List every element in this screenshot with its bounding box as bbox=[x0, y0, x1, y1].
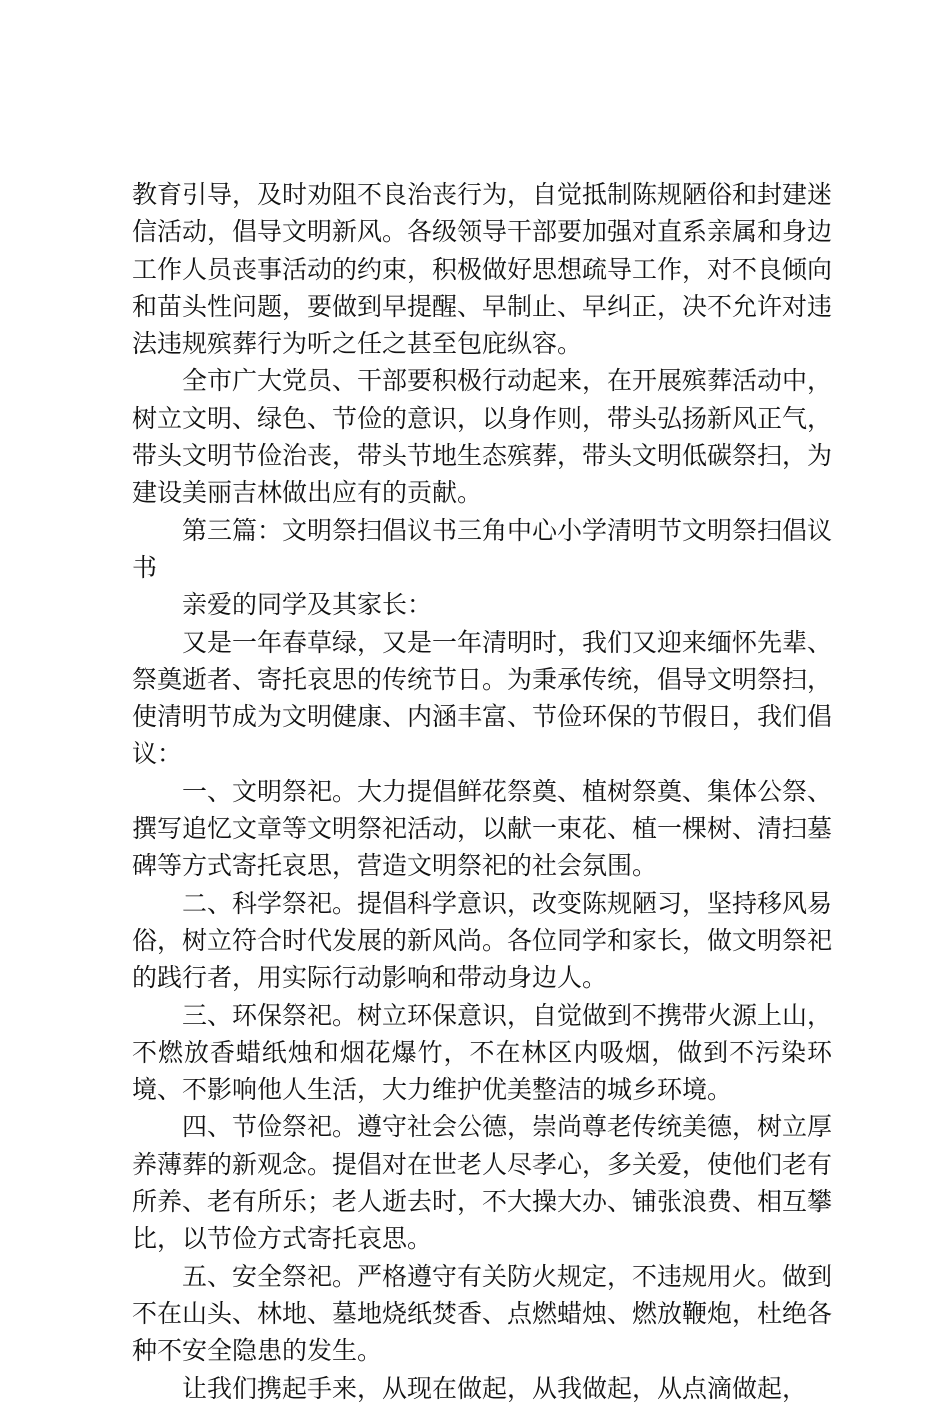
proposal-item-2: 二、科学祭祀。提倡科学意识，改变陈规陋习，坚持移风易俗，树立符合时代发展的新风尚。各位同学和家长，做文明祭祀的践行者，用实际行动影响和带动身边人。 bbox=[132, 888, 833, 993]
document-body bbox=[132, 176, 832, 1407]
paragraph-closing: 让我们携起手来，从现在做起，从我做起，从点滴做起， bbox=[182, 1373, 808, 1403]
paragraph-party-members: 全市广大党员、干部要积极行动起来，在开展殡葬活动中，树立文明、绿色、节俭的意识，以身作则，带头弘扬新风正气，带头文明节俭治丧，带头节地生态殡葬，带头文明低碳祭扫，为建设美丽吉林做出应有的贡献。 bbox=[132, 366, 833, 508]
paragraph-continuation: 教育引导，及时劝阻不良治丧行为，自觉抵制陈规陋俗和封建迷信活动，倡导文明新风。各级领导干部要加强对直系亲属和身边工作人员丧事活动的约束，积极做好思想疏导工作，对不良倾向和苗头性问题，要做到早提醒、早制止、早纠正，决不允许对违法违规殡葬行为听之任之甚至包庇纵容。 bbox=[132, 180, 833, 359]
salutation: 亲爱的同学及其家长： bbox=[182, 590, 433, 620]
section-heading-third: 第三篇：文明祭扫倡议书三角中心小学清明节文明祭扫倡议书 bbox=[132, 515, 833, 582]
proposal-item-5: 五、安全祭祀。严格遵守有关防火规定，不违规用火。做到不在山头、林地、墓地烧纸焚香、点燃蜡烛、燃放鞭炮，杜绝各种不安全隐患的发生。 bbox=[132, 1261, 833, 1366]
proposal-item-3: 三、环保祭祀。树立环保意识，自觉做到不携带火源上山，不燃放香蜡纸烛和烟花爆竹，不在林区内吸烟，做到不污染环境、不影响他人生活，大力维护优美整洁的城乡环境。 bbox=[132, 1000, 833, 1105]
proposal-item-4: 四、节俭祭祀。遵守社会公德，崇尚尊老传统美德，树立厚养薄葬的新观念。提倡对在世老人尽孝心，多关爱，使他们老有所养、老有所乐；老人逝去时，不大操大办、铺张浪费、相互攀比，以节俭方式寄托哀思。 bbox=[132, 1112, 833, 1254]
proposal-item-1: 一、文明祭祀。大力提倡鲜花祭奠、植树祭奠、集体公祭、撰写追忆文章等文明祭祀活动，以献一束花、植一棵树、清扫墓碑等方式寄托哀思，营造文明祭祀的社会氛围。 bbox=[132, 776, 833, 881]
paragraph-intro: 又是一年春草绿，又是一年清明时，我们又迎来缅怀先辈、祭奠逝者、寄托哀思的传统节日。为秉承传统，倡导文明祭扫，使清明节成为文明健康、内涵丰富、节俭环保的节假日，我们倡议： bbox=[132, 627, 833, 769]
